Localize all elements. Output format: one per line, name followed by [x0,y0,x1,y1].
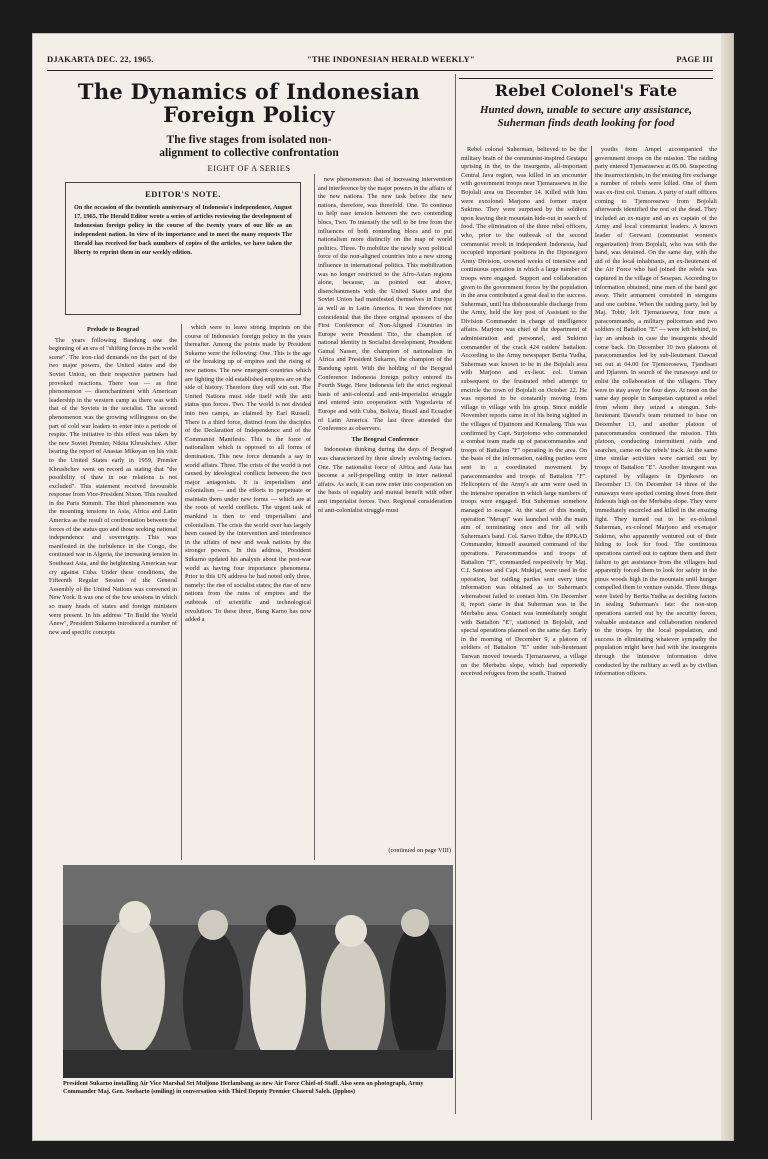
newspaper-page [33,34,733,1140]
masthead-rule [47,70,713,71]
masthead-paper-name: "THE INDONESIAN HERALD WEEKLY" [307,54,475,64]
masthead-page-number: PAGE III [676,54,713,64]
column-1-text: The years following Bandung saw the beginning of an era of "shifting forces in the world scene". The iron-clad demands on the part of the two major powers, the United states and the Soviet Union, on their respective partners had provoked reactions. There was — as first phenomenon — disenchantment with American leadership in the western camp as there was with that of the Soviets in the socialist. The second phenomenon was the growing willingness on the part of cold war leaders to enter into a periode of respite. The initiative to this effect was taken by the new Soviet Premier, Nikita Khrushchev. After hearing the report of Anastas Mikoyan on his visit to the United States early in 1959, Premier Khrushchev went on record as stating that "the possibility of thaw in our relations is not excluded". This statement received favourable response from Vice-President Nixon. This resulted in the Paris Summit. The third phenomenon was the mounting tensions in Asia, Africa and Latin America as the result of confrontation between the forces of the status quo and those seeking national independence and sovereignty. This was manifested in the turbulence in the Congo, the continued war in Algeria, the increasing tension in Southeast Asia, and the heightening American war cry against Cuba. Under these conditions, the Fifteenth Regular Session of the General Assembly of the United Nations was convened in New York. It was one of the few sessions in which so many heads of states and foreign ministers were present. In his address "To Build the World Anew", President Sukarno introduced a number of new and specific concepts [49,336,177,636]
subhead-prelude: Prelude to Beograd [86,326,139,333]
editors-note-body: On the occasion of the twentieth anniversary of Indonesia's independence, August 17, 1965, The Herald Editor wrote a series of articles reviewing the development of Indonesian foreign policy in the course of the twenty years of our life as an independent nation. In view of its importance and to meet the many requests The Herald has received for back numbers of copies of the articles, we have taken the liberty to reprint them in our weekly edition. [74,204,292,256]
masthead [47,54,713,68]
headline-line-2: Foreign Policy [163,102,335,127]
column-3-text: new phenomenon: that of increasing intervention and interference by the major powers in the affairs of the new nations. The new task before the new nations, therefore, was threefold. One. To continue to help ease tension between the two contending blocs, Two. To intensify the will to be free from the influences of both contending blocs and to put nationalism more distinctly on the map of world politics. Three. To mobilize the newly won political force of the non-aligned countries into a new strong influence in international politics. This mobilization was no longer restricted to the Afro-Asian regions alone, because, as pointed out above, disenchantments with the United States and the Soviet Union had manifested themselves in Europe as well as in Latin America. It was therefore not coincidental that the three original sponsors of the First Conference of Non-Aligned Countries in Europe were President Tito, the champion of national identity in Socialist development, President Gamal Nasser, the champion of nationalism in Africa and President Sukarno, the champion of the Bandung spirit. With the holding of the Beograd Conference Indonesia foreign policy entered its Fourth Stage. Here Indonesia left the strict regional basis of anti-colonial and anti-imperialist struggle and entered into cooperation with Yugoslavia of Europe and with Cuba, Bolivia, Brazil and Ecuador of Latin America. The last three attended the Conference as observers. [318,176,452,433]
foreign-policy-headline [47,80,451,173]
news-photo [63,865,453,1078]
headline-line-1: The Dynamics of Indonesian [77,79,421,104]
article-column-1 [49,324,177,860]
rebel-column-1-text: Rebel colonel Suherman, believed to be the military brain of the communist-inspired Gestapu uprising in the, to the insurgents, all-important Central Java region, was killed in an encounter with government troops near Tjemarasewu in the Bojolali area on December 14. Killed with him were excolonel Marjono and former major Sukirno. They were surprised by the soldiers upon leaving their mountain hide-out in search of food. The elimination of the three rebel officers, who, prior to the outbreak of the second communist revolt in independent Indonesia, had occupied important positions in the Diponegoro Army Division, crowned weeks of intensive and continuous operation in which a large number of troops were engaged. Support and collaboration given to the government forces by the population in the area contributed a great deal to the success. Suherman, until his dishonourable discharge from the Army, held the key post of Assistant to the Division Commander in charge of intelligence affairs. Marjono was chief of the department of administration and personnel, and Sukirno commander of the crack 424 raiders' battalion. According to the Army newspaper Berita Yudha, Suherman was known to be in the Bojolali area with Marjono and ex-lieut. col. Usman subsequent to the frustrated rebel attempt to encircle the town of Bojolali on October 22. He was reported to be constantly moving from village to village with his group. Since middle November reports came in of his being sighted in the villages of Djatinom and Kemalang. This was confirmed by Capt. Surjotomo who commanded a combat team made up of paracommandos and troops of Battalion "F" operating in the area. On the basis of the information, raiding parties were sent in a coordinated movement by paracommandos and troops of Battalion "F". Helicopters of the Army's air arm were used in the intensive operation in which large numbers of troops were engaged. But Suherman somehow managed to escape. At the start of this month, operation "Merapi" was launched with the main aim of terminating once and for all with Suherman's band. Col. Sarwo Edhie, the RPKAD Commander, himself assumed command of the operations. Paracommandos and troops of Battalion "F", commanded respectively by Maj. C.I. Santoso and Capt. Mukijat, were used in the operation, but raiding parties sent every time information was obtained as to Suherman's whereabout failed to contact him. On December 8, report came in that Suherman was in the Merbabu area. Contact was immediately sought with Battalion "E", stationed in Bojolali, and special operations planned on the same day. Early in the morning of December 9, a platoon of soldiers of Battalion "E" under sub-lieutenant Tarwan moved towards Tjemarasewu, a village on the Merbabu slope, which had reportedly received refugees from the south. Trained [461,146,587,678]
page-edge [721,34,733,1140]
column-divider-1 [181,324,182,860]
editors-note-box [65,182,301,315]
article-column-2 [185,324,311,860]
column-divider-main [455,74,456,1114]
photo-caption: President Sukarno installing Air Vice Marshal Sri Muljono Herlambang as new Air Force Chief-of-Staff. Also seen on photograph, Army Commander Maj. Gen. Soeharto (smiling) in conversation with Third Deputy Premier Chaerul Saleh. (Ipphos) [63,1080,424,1095]
photo-illustration [63,865,453,1078]
subheadline-line-1: The five stages from isolated non- [166,134,332,146]
column-2-text: which were to leave strong imprints on the course of Indonesia's foreign policy in the years thereafter. Among the points made by President Sukarno were the following: One. This is the age of the breaking up of empires and the rising of new nations. The new emergent countries which are fighting the old established empires are on the side of history. Therefore they will win out. The United Nations must side itself with the anti status quo forces. Two. The world is not divided into two camps, as claimed by Earl Russell. There is a third force, distinct from the disciples of the Declaration of Independence and of the Communist Manifesto. This is the force of nationalism which is opposed to all forms of domination. This new force demands a say in world affairs. Three. The crisis of the world is not caused by ideological conflicts between the two major antagonists. It is imperialism and colonialism — and the efforts to perpetuate or maintain them under new forms — which are at the roots of world conflicts. The urgent task of mankind is then to end imperialism and colonialism. The crisis the world over has largely been caused by the intervention and interference in the affairs of new and weak nations by the stronger powers. In this address, President Sukarno updated his analysis about the post-war world as having four importance phenomena. Prior to this UN address he had noted only three, namely: the rise of socialist states; the rise of new nations from the ruins of empires and the outbreak of scientific and technological revolution. To these three, Bung Karno has now added a [185,324,311,624]
subheadline-line-2: alignment to collective confrontation [159,147,339,159]
column-divider-3 [591,146,592,1120]
rebel-headline-subtitle: Hunted down, unable to secure any assistance, Suherman finds death looking for food [479,104,693,129]
column-3b-text: Indonesian thinking during the days of Beograd was characterized by three slowly evolving factors. One. The nationalist force of Africa and Asia has become a self-propelling entity in inter national affairs. As such, it can now enter into cooperation on the basis of equality and mutual benefit with other anti imperialist forces. Two. Regional consideration of anti-colonialist struggle must [318,446,452,514]
masthead-date: DJAKARTA DEC. 22, 1965. [47,54,154,64]
editors-note-title: EDITOR'S NOTE. [145,189,221,199]
column-divider-2 [314,174,315,860]
series-label: EIGHT OF A SERIES [207,163,291,173]
rebel-headline-title: Rebel Colonel's Fate [494,81,678,100]
rebel-article-column-1 [461,146,587,1120]
article-column-3 [318,176,452,844]
rebel-colonel-headline [459,78,713,130]
rebel-article-column-2 [595,146,717,1120]
continued-notice: (continued on page VIII) [388,847,451,854]
rebel-column-2-text: youths from Ampel accompanied the government troops on the mission. The raiding party entered Tjemarasewu at 05.00. Suspecting the insurrectionists, in the ensuing fire exchange a number of rebels were killed. One of them was ex-first col. Usman. A party of staff officers coming to Tjemorosewu from Bojolali afterwards identified the rest of the dead. They included an ex-major and an ex captain of the Army and local communist leaders. A known leader of Gerwani (communist women's organization) from Bojolali, who was with the band, was detained. On the same day, with the aid of the local inhabitants, an ex-lieutenant of the Air Force who had joined the rebels was captured in the village of Sesepan. According to information obtained, nine men of the band got away. Their armament consisted in stenguns and one carbine. When the raiding party, led by Maj. Tobir, left Tjemarasewu, four men a paracommando, a military policeman and two soldiers of Battalion "E" — were left behind, to lay an ambush in case the insurgents should come back. On December 10 two platoons of paracommandos led by sub-lieutenant Dawud set out at 04.00 for Tjemorosewu, Tjandisari and Djlarem. In search of the runaways and to enlist the collaboration of the villagers. They were to stay away for four days. At noon on the same day people in Sampetan captured a rebel from whom they seized a stengun. Sub-lieutenant Dawud's team returned to base on December 13, and another platoon of paracommandos continued the mission. This platoon, conducting intermittent raids and searches, came on the rebels' track. At the same time similar activities were carried out by troops of Battalion "E". Another insurgent was captured by villagers in Djenkesro on December 13. On December 14 three of the runaways were spotted coming down from their hideouts high on the Merbabu slope. They were immediately encircled and killed in the ensuing fight. They turned out to be ex-colonel Suherman, ex-colonel Marjono and ex-major Sukirno, who apparently ventured out of their hiding to look for food. The continuous operations carried out to capture them and their failure to get assistance from the villagers had apparently forced them to look for safety in the pinus woods high in the mountain until hunger compelled them to venture outside. Three things were listed by Berita Yudha as deciding factors in sealing Suherman's fate: the non-stop operations carried out by the security forces, valuable assistance and collaboration rendered to the troops by the local population, and success in eliminating whatever sympathy the population might have had with the insurgents through the intensive information drive conducted by the military as well as by civilian information officers. [595,146,717,678]
subhead-beograd-conference: The Beograd Conference [351,435,419,443]
